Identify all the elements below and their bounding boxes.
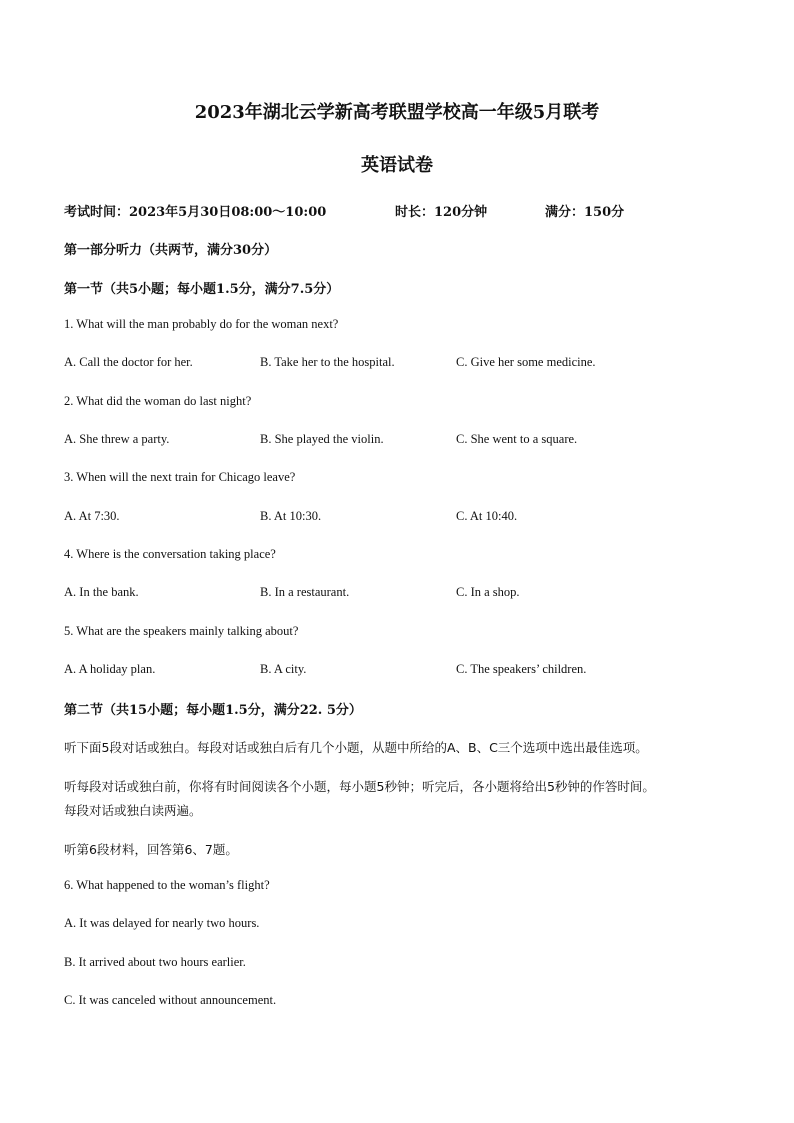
q4-option-c: C. In a shop. [456, 585, 520, 599]
q5-option-b: B. A city. [260, 662, 307, 676]
page-subtitle: 英语试卷 [361, 155, 433, 176]
q5-option-c: C. The speakers’ children. [456, 662, 587, 676]
material-note: 听第6段材料，回答第6、7题。 [64, 842, 238, 857]
q1-option-c: C. Give her some medicine. [456, 355, 596, 369]
section1-heading: 第一节（共5小题；每小题1.5分，满分7.5分） [64, 282, 340, 297]
q3-option-b: B. At 10:30. [260, 509, 322, 523]
exam-time: 考试时间：2023年5月30日08:00～10:00 [64, 205, 327, 220]
question-2: 2. What did the woman do last night? [64, 394, 252, 408]
question-3: 3. When will the next train for Chicago leave? [64, 470, 296, 484]
question-5: 5. What are the speakers mainly talking about? [64, 624, 299, 638]
question-4: 4. Where is the conversation taking place? [64, 547, 276, 561]
question-1: 1. What will the man probably do for the woman next? [64, 317, 339, 331]
question-6: 6. What happened to the woman’s flight? [64, 878, 270, 892]
part1-heading: 第一部分听力（共两节，满分30分） [64, 243, 278, 258]
page-title: 2023年湖北云学新高考联盟学校高一年级5月联考 [194, 102, 600, 123]
q5-option-a: A. A holiday plan. [64, 662, 156, 676]
q3-option-c: C. At 10:40. [456, 509, 518, 523]
q1-option-b: B. Take her to the hospital. [260, 355, 395, 369]
section2-heading: 第二节（共15小题；每小题1.5分，满分22. 5分） [64, 703, 362, 718]
q2-option-b: B. She played the violin. [260, 432, 384, 446]
instruction-2-line2: 每段对话或独白读两遍。 [64, 803, 202, 818]
instruction-1: 听下面5段对话或独白。每段对话或独白后有几个小题，从题中所给的A、B、C三个选项中选出最佳选项。 [64, 740, 648, 755]
q6-option-a: A. It was delayed for nearly two hours. [64, 916, 260, 930]
exam-full-score: 满分：150分 [545, 205, 625, 220]
q2-option-c: C. She went to a square. [456, 432, 578, 446]
q1-option-a: A. Call the doctor for her. [64, 355, 193, 369]
q4-option-b: B. In a restaurant. [260, 585, 350, 599]
q3-option-a: A. At 7:30. [64, 509, 120, 523]
q6-option-c: C. It was canceled without announcement. [64, 993, 277, 1007]
exam-duration: 时长：120分钟 [395, 205, 488, 220]
exam-info [64, 201, 744, 219]
q2-option-a: A. She threw a party. [64, 432, 170, 446]
q4-option-a: A. In the bank. [64, 585, 139, 599]
instruction-2-line1: 听每段对话或独白前，你将有时间阅读各个小题，每小题5秒钟；听完后，各小题将给出5秒钟的作答时间。 [64, 779, 655, 794]
q6-option-b: B. It arrived about two hours earlier. [64, 955, 246, 969]
